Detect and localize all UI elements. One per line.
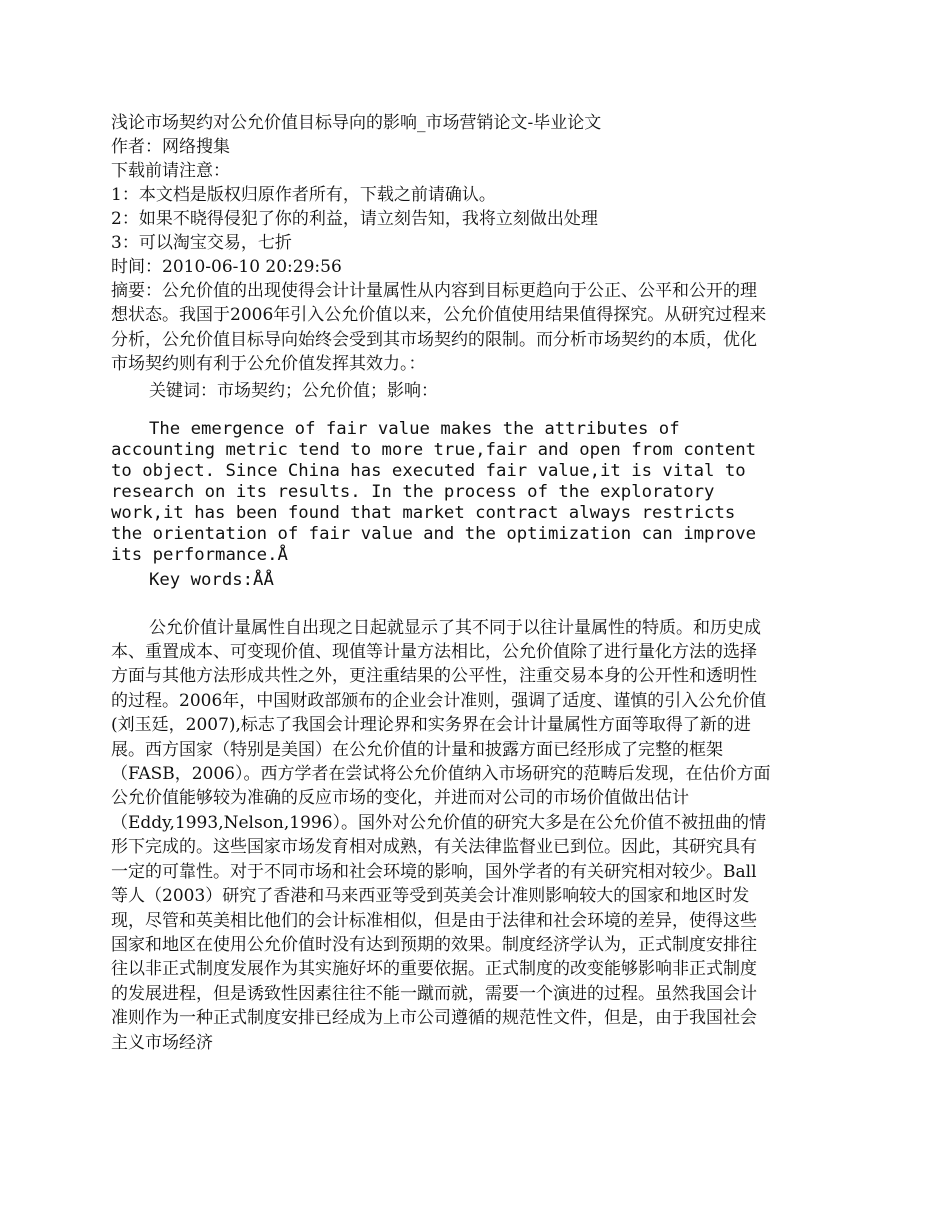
notice-item: 3：可以淘宝交易，七折 <box>111 233 292 253</box>
document-page <box>111 111 771 1055</box>
keywords-english: Key words:ÅÅ <box>149 569 274 590</box>
abstract-english: The emergence of fair value makes the attributes of accounting metric tend to more true,fair and open from content to object. Since China has executed fair value,it is vital to research on its results. In the process of the exploratory work,it has been found that market contract always restricts the orientation of fair value and the optimization can improve its performance.Å <box>111 418 767 565</box>
notice-item: 2：如果不晓得侵犯了你的利益，请立刻告知，我将立刻做出处理 <box>111 209 598 229</box>
timestamp-line: 时间：2010-06-10 20:29:56 <box>111 257 342 277</box>
notice-heading: 下载前请注意： <box>111 161 230 181</box>
author-line: 作者：网络搜集 <box>111 137 230 157</box>
notice-item: 1：本文档是版权归原作者所有，下载之前请确认。 <box>111 185 496 205</box>
document-title: 浅论市场契约对公允价值目标导向的影响_市场营销论文-毕业论文 <box>111 113 602 133</box>
abstract-chinese: 摘要：公允价值的出现使得会计计量属性从内容到目标更趋向于公正、公平和公开的理想状态。我国于2006年引入公允价值以来，公允价值使用结果值得探究。从研究过程来分析，公允价值目标导向始终会受到其市场契约的限制。而分析市场契约的本质，优化市场契约则有利于公允价值发挥其效力。： <box>111 281 767 375</box>
keywords-chinese: 关键词：市场契约；公允价值；影响： <box>149 380 438 401</box>
body-paragraph: 公允价值计量属性自出现之日起就显示了其不同于以往计量属性的特质。和历史成本、重置成本、可变现价值、现值等计量方法相比，公允价值除了进行量化方法的选择方面与其他方法形成共性之外，更注重结果的公平性，注重交易本身的公开性和透明性的过程。2006年，中国财政部颁布的企业会计准则，强调了适度、谨慎的引入公允价值(刘玉廷，2007),标志了我国会计理论界和实务界在会计计量属性方面等取得了新的进展。西方国家（特别是美国）在公允价值的计量和披露方面已经形成了完整的框架（FASB，2006）。西方学者在尝试将公允价值纳入市场研究的范畴后发现，在估价方面公允价值能够较为准确的反应市场的变化，并进而对公司的市场价值做出估计（Eddy,1993,Nelson,1996）。国外对公允价值的研究大多是在公允价值不被扭曲的情形下完成的。这些国家市场发育相对成熟，有关法律监督业已到位。因此，其研究具有一定的可靠性。对于不同市场和社会环境的影响，国外学者的有关研究相对较少。Ball等人（2003）研究了香港和马来西亚等受到英美会计准则影响较大的国家和地区时发现，尽管和英美相比他们的会计标准相似，但是由于法律和社会环境的差异，使得这些国家和地区在使用公允价值时没有达到预期的效果。制度经济学认为，正式制度安排往往以非正式制度发展作为其实施好坏的重要依据。正式制度的改变能够影响非正式制度的发展进程，但是诱致性因素往往不能一蹴而就，需要一个演进的过程。虽然我国会计准则作为一种正式制度安排已经成为上市公司遵循的规范性文件，但是，由于我国社会主义市场经济 <box>111 617 771 1053</box>
